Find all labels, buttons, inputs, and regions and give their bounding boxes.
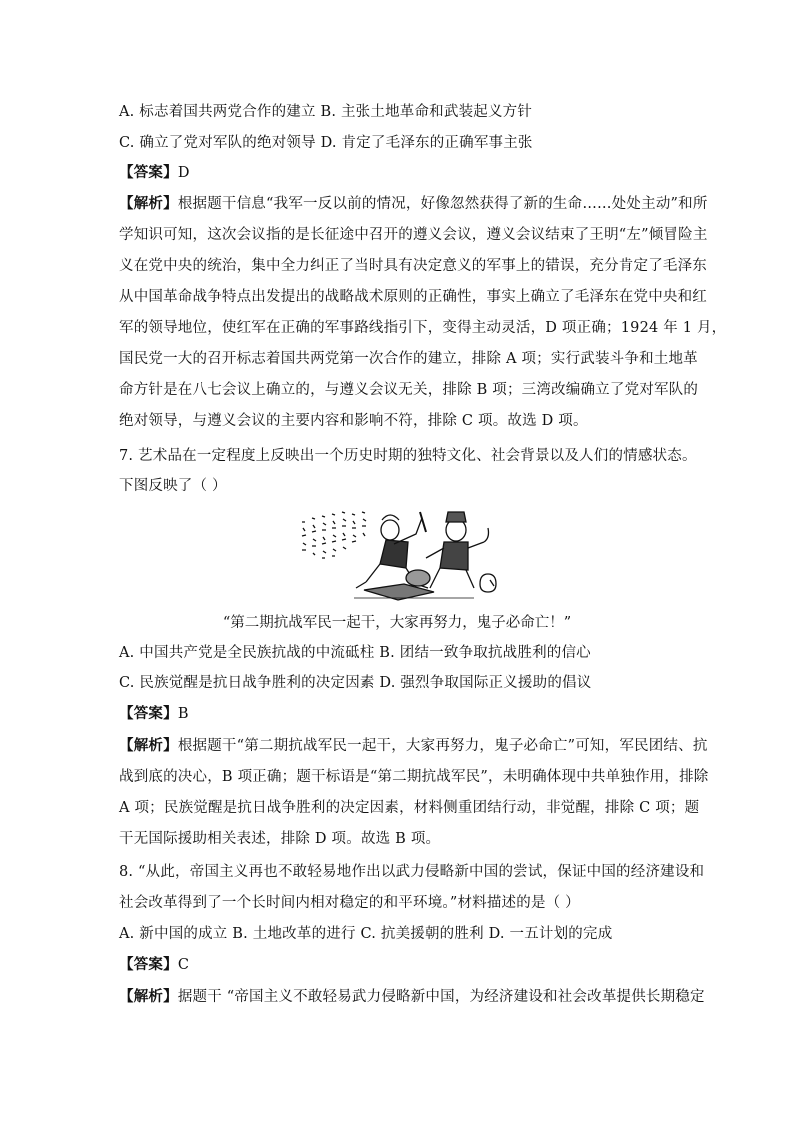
- q7-options-cd: C. 民族觉醒是抗日战争胜利的决定因素 D. 强烈争取国际正义援助的倡议: [119, 675, 592, 691]
- q6-options-cd: C. 确立了党对军队的绝对领导 D. 肯定了毛泽东的正确军事主张: [119, 135, 533, 151]
- q8-stem-line: 8. “从此，帝国主义再也不敢轻易地作出以武力侵略新中国的尝试，保证中国的经济建设和: [119, 864, 705, 880]
- analysis-label: 【解析】: [119, 195, 178, 212]
- q6-analysis-line: 【解析】根据题干信息“我军一反以前的情况，好像忽然获得了新的生命……处处主动”和所: [119, 195, 708, 212]
- answer-label: 【答案】: [119, 164, 178, 181]
- q7-analysis-line: A 项；民族觉醒是抗日战争胜利的决定因素，材料侧重团结行动，非觉醒，排除 C 项；题: [119, 800, 700, 816]
- q8-options: A. 新中国的成立 B. 土地改革的进行 C. 抗美援朝的胜利 D. 一五计划的完成: [119, 926, 613, 942]
- q6-analysis-line: 命方针是在八七会议上确立的，与遵义会议无关，排除 B 项；三湾改编确立了党对军队的: [119, 382, 699, 398]
- q7-analysis-line: 战到底的决心，B 项正确；题干标语是“第二期抗战军民”，未明确体现中共单独作用，排除: [119, 769, 709, 785]
- analysis-label: 【解析】: [119, 737, 178, 754]
- answer-value: C: [177, 957, 190, 973]
- q6-analysis-line: 军的领导地位，使红军在正确的军事路线指引下，变得主动灵活，D 项正确；1924 年 1 月，: [119, 320, 727, 336]
- woodcut-cartoon-image: [294, 508, 506, 606]
- q7-stem-line: 7. 艺术品在一定程度上反映出一个历史时期的独特文化、社会背景以及人们的情感状态。: [119, 448, 697, 464]
- q7-analysis-line: 【解析】根据题干“第二期抗战军民一起干，大家再努力，鬼子必命亡”可知，军民团结、抗: [119, 737, 708, 754]
- answer-value: B: [177, 706, 189, 722]
- q6-answer: [119, 163, 190, 183]
- q8-stem-line: 社会改革得到了一个长时间内相对稳定的和平环境。”材料描述的是（ ）: [119, 895, 580, 911]
- answer-label: 【答案】: [119, 705, 178, 722]
- q7-analysis-line: 干无国际援助相关表述，排除 D 项。故选 B 项。: [119, 831, 441, 847]
- q7-stem-line: 下图反映了（ ）: [119, 478, 227, 494]
- answer-label: 【答案】: [119, 956, 178, 973]
- cartoon-caption: “第二期抗战军民一起干，大家再努力，鬼子必命亡！”: [222, 615, 572, 631]
- q8-answer: [119, 955, 189, 975]
- q7-options-ab: A. 中国共产党是全民族抗战的中流砥柱 B. 团结一致争取抗战胜利的信心: [119, 645, 591, 661]
- q6-analysis-line: 从中国革命战争特点出发提出的战略战术原则的正确性，事实上确立了毛泽东在党中央和红: [119, 289, 707, 305]
- q8-analysis-line: 【解析】据题干 “帝国主义不敢轻易武力侵略新中国，为经济建设和社会改革提供长期稳定: [119, 988, 705, 1005]
- analysis-label: 【解析】: [119, 988, 178, 1005]
- q6-analysis-line: 学知识可知，这次会议指的是长征途中召开的遵义会议，遵义会议结束了王明“左”倾冒险主: [119, 227, 708, 243]
- q7-answer: [119, 704, 189, 724]
- q6-analysis-line: 国民党一大的召开标志着国共两党第一次合作的建立，排除 A 项；实行武装斗争和土地革: [119, 351, 698, 367]
- answer-value: D: [177, 165, 190, 181]
- q6-analysis-line: 义在党中央的统治，集中全力纠正了当时具有决定意义的军事上的错误，充分肯定了毛泽东: [119, 258, 707, 274]
- q6-analysis-line: 绝对领导，与遵义会议的主要内容和影响不符，排除 C 项。故选 D 项。: [119, 413, 588, 429]
- q6-options-ab: A. 标志着国共两党合作的建立 B. 主张土地革命和武装起义方针: [119, 104, 533, 120]
